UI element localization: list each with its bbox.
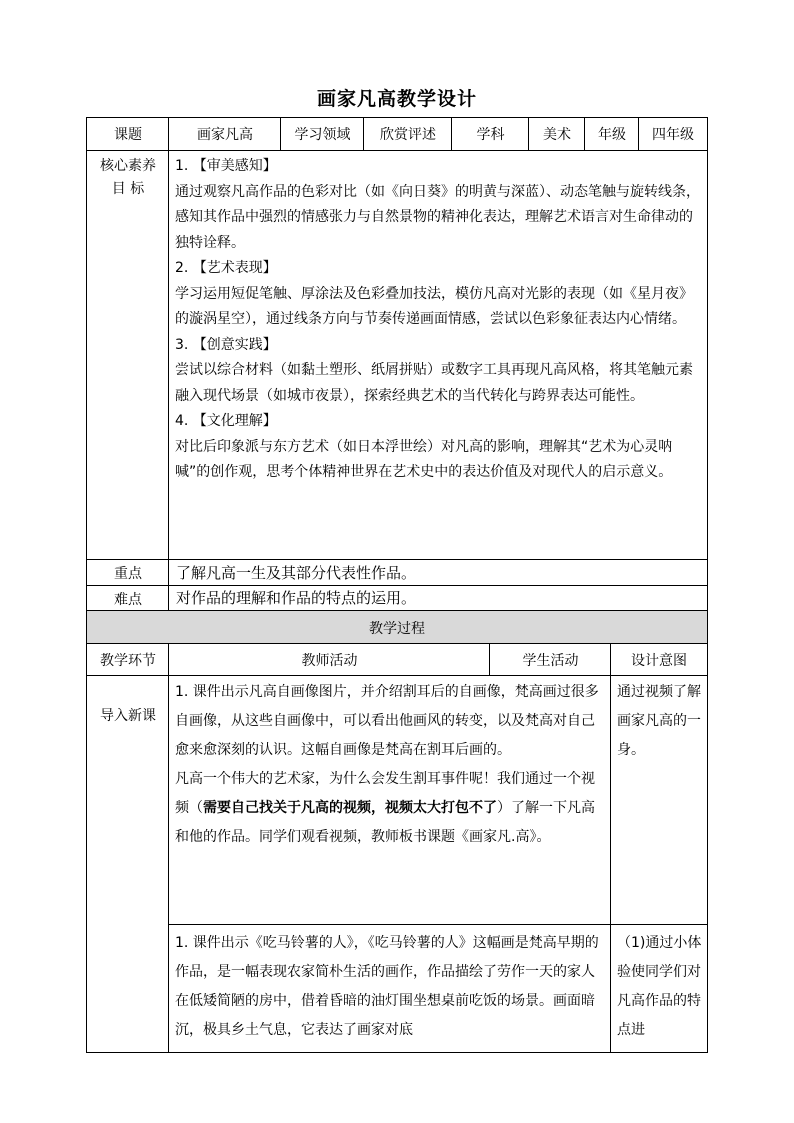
core-text-1: 通过观察凡高作品的色彩对比（如《向日葵》的明黄与深蓝）、动态笔触与旋转线条，感知其作品中强烈的情感张力与自然景物的精神化表达，理解艺术语言对生命律动的独特诠释。 bbox=[175, 183, 700, 251]
grade-value: 四年级 bbox=[652, 127, 694, 143]
teacher-activity-intro bbox=[175, 678, 607, 852]
document-title: 画家凡高教学设计 bbox=[316, 88, 477, 110]
teacher-intro-p2-b: ）了解一下凡高和他的作品。同学们观看视频，教师板书课题《画家凡.高》。 bbox=[175, 800, 595, 845]
teacher-intro-note-bold: 需要自己找关于凡高的视频，视频太大打包不了 bbox=[203, 800, 497, 816]
process-header: 教学过程 bbox=[87, 611, 707, 644]
core-heading-3: 3. 【创意实践】 bbox=[175, 336, 277, 353]
core-text-2: 学习运用短促笔触、厚涂法及色彩叠加技法，模仿凡高对光影的表现（如《星月夜》的漩涡星空），通过线条方向与节奏传递画面情感，尝试以色彩象征表达内心情绪。 bbox=[175, 285, 693, 327]
intent-second: （1)通过小体验使同学们对凡高作品的特点进 bbox=[617, 935, 702, 1038]
course-label: 课题 bbox=[114, 127, 142, 143]
teacher-activity-second: 1. 课件出示《吃马铃薯的人》，《吃马铃薯的人》这幅画是梵高早期的作品，是一幅表现农家简朴生活的画作，作品描绘了劳作一天的家人在低矮简陋的房中，借着昏暗的油灯围坐想桌前吃饭的场景。画面暗沉，极具乡土气息，它表达了画家对底 bbox=[175, 935, 599, 1038]
core-heading-4: 4. 【文化理解】 bbox=[175, 413, 277, 429]
domain-label: 学习领域 bbox=[294, 127, 351, 143]
teacher-intro-p1: 1. 课件出示凡高自画像图片，并介绍割耳后的自画像，梵高画过很多自画像，从这些自画像中，可以看出他画风的转变，以及梵高对自己愈来愈深刻的认识。这幅自画像是梵高在割耳后画的。 bbox=[175, 684, 599, 758]
core-label-line2: 目 标 bbox=[111, 181, 145, 197]
key-point-value: 了解凡高一生及其部分代表性作品。 bbox=[176, 564, 417, 582]
core-text-3: 尝试以综合材料（如黏土塑形、纸屑拼贴）或数字工具再现凡高风格，将其笔触元素融入现代场景（如城市夜景），探索经典艺术的当代转化与跨界表达可能性。 bbox=[175, 362, 693, 404]
core-label bbox=[87, 156, 169, 199]
stage-intro: 导入新课 bbox=[100, 708, 156, 724]
core-heading-1: 1. 【审美感知】 bbox=[175, 158, 277, 174]
grade-label: 年级 bbox=[598, 127, 626, 143]
col-stage: 教学环节 bbox=[100, 653, 156, 669]
course-value: 画家凡高 bbox=[197, 127, 253, 143]
teacher-intro-p2 bbox=[175, 765, 607, 852]
col-teacher: 教师活动 bbox=[301, 653, 358, 669]
core-heading-2: 2. 【艺术表现】 bbox=[175, 260, 277, 276]
difficulty-value: 对作品的理解和作品的特点的运用。 bbox=[176, 589, 417, 607]
intent-intro: 通过视频了解画家凡高的一身。 bbox=[617, 684, 701, 758]
core-content bbox=[175, 154, 703, 486]
subject-value: 美术 bbox=[543, 127, 571, 143]
key-point-label: 重点 bbox=[114, 566, 142, 582]
teacher-intro-p2-a: 凡高一个伟大的艺术家，为什么会发生割耳事件呢！我们通过一个视频（ bbox=[175, 771, 595, 816]
col-student: 学生活动 bbox=[522, 653, 579, 669]
difficulty-label: 难点 bbox=[114, 591, 142, 608]
core-label-line1: 核心素养 bbox=[100, 158, 156, 174]
core-text-4: 对比后印象派与东方艺术（如日本浮世绘）对凡高的影响，理解其“艺术为心灵呐喊”的创作观，思考个体精神世界在艺术史中的表达价值及对现代人的启示意义。 bbox=[175, 438, 673, 480]
subject-label: 学科 bbox=[476, 127, 505, 143]
domain-value: 欣赏评述 bbox=[380, 127, 436, 143]
col-intent: 设计意图 bbox=[631, 653, 687, 669]
